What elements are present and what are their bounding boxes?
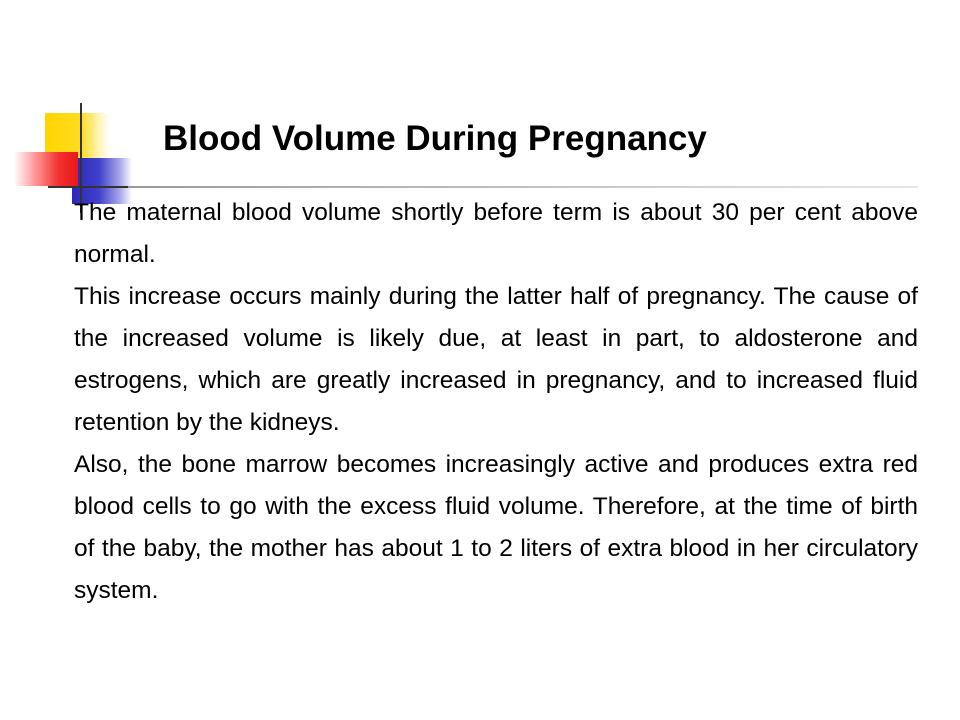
red-bar-decoration xyxy=(14,152,78,186)
title-divider xyxy=(128,186,918,188)
slide-body xyxy=(74,192,918,612)
paragraph-2: This increase occurs mainly during the latter half of pregnancy. The cause of the increased volume is likely due, at least in part, to aldosterone and estrogens, which are greatly increased in pregnancy, and to increased fluid retention by the kidneys. xyxy=(74,283,918,436)
horizontal-line-decoration xyxy=(48,186,128,188)
paragraph-3: Also, the bone marrow becomes increasingly active and produces extra red blood cells to go with the excess fluid volume. Therefore, at the time of birth of the baby, the mother has about 1 to 2 liters of extra blood in her circulatory system. xyxy=(74,451,918,604)
paragraph-1: The maternal blood volume shortly before term is about 30 per cent above normal. xyxy=(74,199,918,268)
slide-title: Blood Volume During Pregnancy xyxy=(163,119,707,158)
